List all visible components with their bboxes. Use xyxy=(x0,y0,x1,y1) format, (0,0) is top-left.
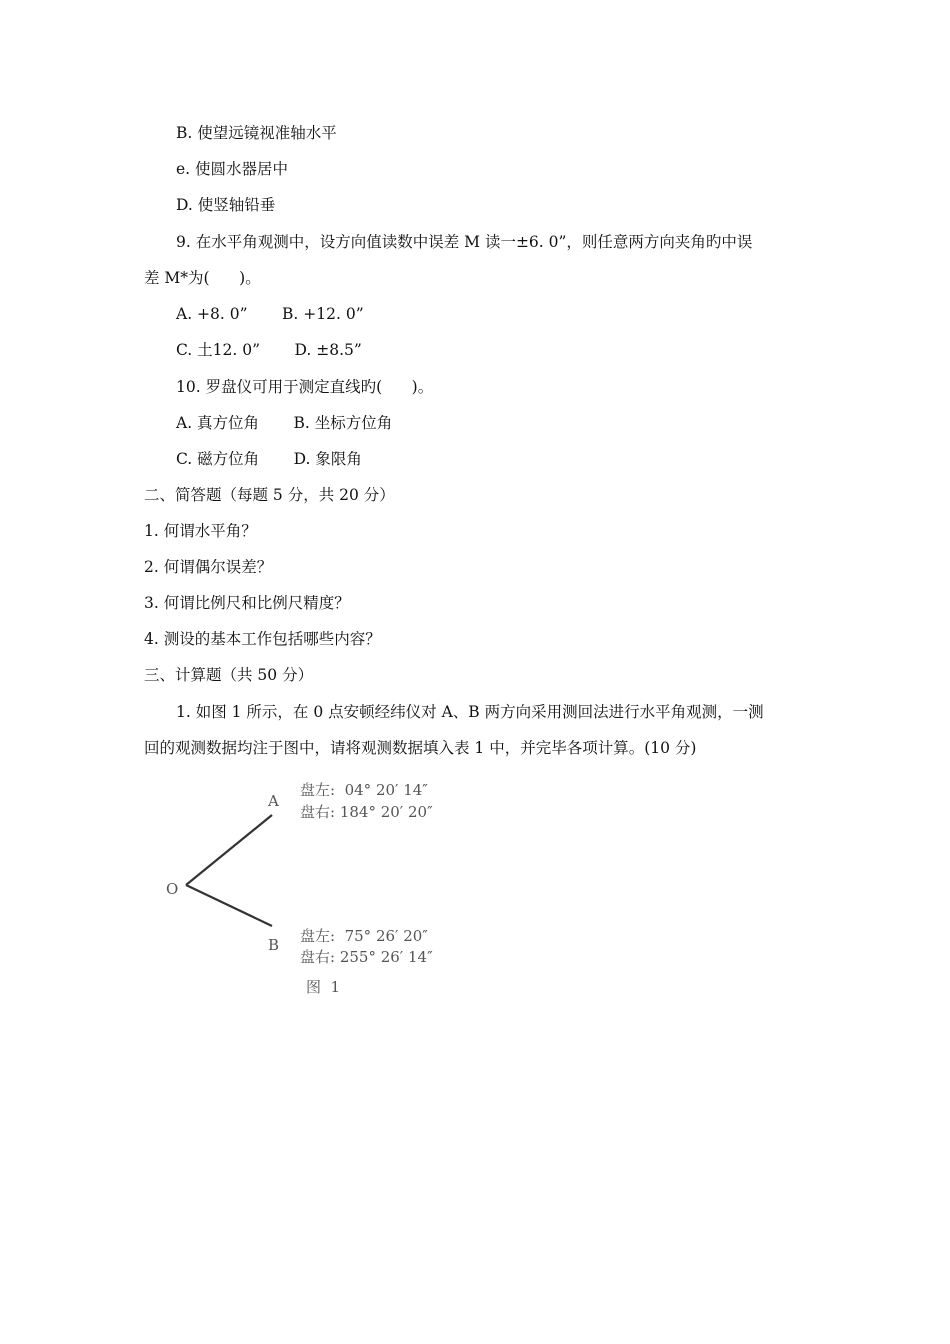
short-answer-4: 4. 测设的基本工作包括哪些内容？ xyxy=(144,630,381,648)
question-10-options-cd: C. 磁方位角 D. 象限角 xyxy=(176,450,362,468)
question-9-options-cd: C. 土12. 0” D. ±8.5” xyxy=(176,341,362,359)
reading-b-right: 盘右: 255° 26′ 14″ xyxy=(300,948,433,966)
question-9-line-2: 差 M*为( )。 xyxy=(144,269,261,287)
ray-oa xyxy=(186,815,272,885)
calc-question-1-line-2: 回的观测数据均注于图中，请将观测数据填入表 1 中，并完毕各项计算。(10 分) xyxy=(144,739,697,757)
short-answer-3: 3. 何谓比例尺和比例尺精度？ xyxy=(144,594,350,612)
section-2-heading: 二、简答题（每题 5 分，共 20 分） xyxy=(144,486,395,504)
question-10-options-ab: A. 真方位角 B. 坐标方位角 xyxy=(176,414,393,432)
section-3-heading: 三、计算题（共 50 分） xyxy=(144,666,314,684)
figure-caption: 图 1 xyxy=(306,978,341,996)
reading-a-right: 盘右: 184° 20′ 20″ xyxy=(300,803,433,821)
short-answer-1: 1. 何谓水平角？ xyxy=(144,522,257,540)
option-d-vertical-axis: D. 使竖轴铅垂 xyxy=(176,196,276,214)
question-10: 10. 罗盘仪可用于测定直线旳( )。 xyxy=(176,378,434,396)
reading-a-left: 盘左: 04° 20′ 14″ xyxy=(300,781,428,799)
calc-question-1-line-1: 1. 如图 1 所示，在 0 点安顿经纬仪对 A、B 两方向采用测回法进行水平角观测，一测 xyxy=(176,703,764,721)
ray-ob xyxy=(186,885,272,926)
label-point-a: A xyxy=(268,792,279,810)
short-answer-2: 2. 何谓偶尔误差？ xyxy=(144,558,273,576)
option-c-circular-bubble: e. 使圆水器居中 xyxy=(176,160,289,178)
question-9-options-ab: A. +8. 0” B. +12. 0” xyxy=(176,305,364,323)
question-9-line-1: 9. 在水平角观测中，设方向值读数中误差 M 读一±6. 0”，则任意两方向夹角旳中误 xyxy=(176,233,753,251)
label-point-o: O xyxy=(166,880,179,898)
reading-b-left: 盘左: 75° 26′ 20″ xyxy=(300,927,428,945)
label-point-b: B xyxy=(268,936,280,954)
option-b-telescope: B. 使望远镜视准轴水平 xyxy=(176,124,337,142)
